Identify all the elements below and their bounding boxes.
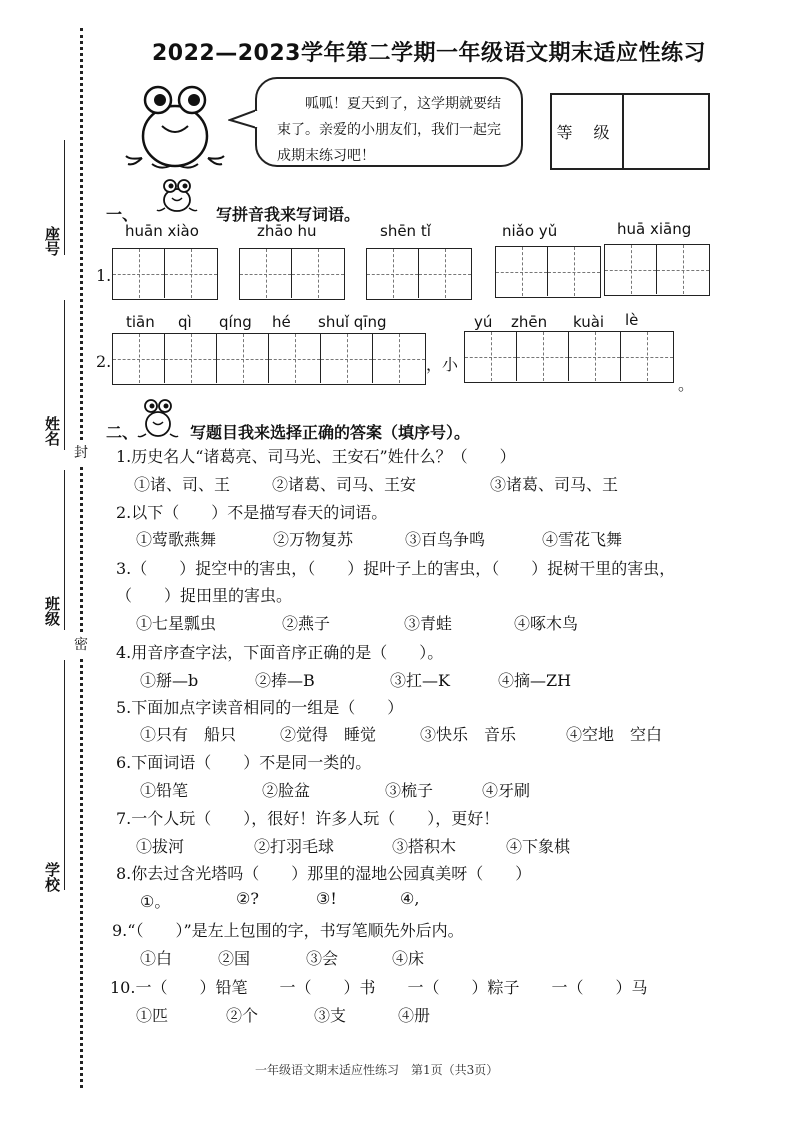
name-line	[64, 300, 65, 450]
class-label: 班级	[43, 596, 61, 626]
option: ③会	[306, 949, 339, 968]
option: ④空地 空白	[566, 725, 663, 744]
option: ③支	[314, 1006, 347, 1025]
seat-line	[64, 140, 65, 255]
question-1-stem: 1.历史名人“诸葛亮、司马光、王安石”姓什么？（ ）	[116, 447, 516, 466]
grade-box	[550, 93, 710, 170]
class-line	[64, 470, 65, 630]
option: ①诸、司、王	[134, 475, 231, 494]
section1-number: 一、	[106, 205, 139, 224]
option: ①只有 船只	[140, 725, 237, 744]
option: ①掰—b	[140, 671, 199, 690]
row2-separator: ，小	[426, 355, 459, 374]
writing-grid-5[interactable]	[604, 244, 710, 296]
option: ①莺歌燕舞	[136, 530, 217, 549]
question-10-stem: 10.一（ ）铅笔 一（ ）书 一（ ）粽子 一（ ）马	[110, 978, 648, 997]
option: ③青蛙	[404, 614, 453, 633]
row1-label: 1.	[96, 266, 112, 285]
bubble-text: 呱呱！夏天到了，这学期就要结束了。亲爱的小朋友们，我们一起完成期末练习吧！	[277, 96, 501, 164]
option: ③快乐 音乐	[420, 725, 517, 744]
writing-grid-7[interactable]	[464, 331, 674, 383]
pinyin-9: hé	[272, 313, 291, 331]
question-2-stem: 2.以下（ ）不是描写春天的词语。	[116, 503, 388, 522]
option: ①匹	[136, 1006, 169, 1025]
option: ③!	[316, 889, 337, 908]
option: ④床	[392, 949, 425, 968]
option: ②燕子	[282, 614, 331, 633]
row2-end: 。	[678, 375, 695, 394]
page-title: 2022—2023学年第二学期一年级语文期末适应性练习	[152, 41, 706, 66]
question-7-stem: 7.一个人玩（ ），很好！许多人玩（ ），更好！	[116, 809, 500, 828]
option: ②个	[226, 1006, 259, 1025]
grade-label: 等 级	[552, 95, 624, 168]
question-6-stem: 6.下面词语（ ）不是同一类的。	[116, 753, 372, 772]
pinyin-10: shuǐ qīng	[318, 313, 387, 331]
option: ③梳子	[385, 781, 434, 800]
seat-label: 座号	[43, 226, 61, 256]
question-3-stem-2: （ ）捉田里的害虫。	[116, 586, 293, 605]
option: ④啄木鸟	[514, 614, 579, 633]
question-4-stem: 4.用音序查字法，下面音序正确的是（ ）。	[116, 643, 444, 662]
frog-mascot-icon	[120, 78, 230, 173]
option: ③扛—K	[390, 671, 450, 690]
pinyin-6: tiān	[126, 313, 155, 331]
bubble-tail-icon	[228, 108, 258, 130]
option: ④册	[398, 1006, 431, 1025]
option: ④牙刷	[482, 781, 531, 800]
option: ①白	[140, 949, 173, 968]
option: ④,	[400, 889, 420, 908]
binding-dotted-line	[80, 28, 83, 1088]
name-label: 姓名	[43, 416, 61, 446]
pinyin-4: niǎo yǔ	[502, 222, 558, 240]
pinyin-12: zhēn	[511, 313, 548, 331]
pinyin-5: huā xiāng	[617, 220, 692, 238]
section2-heading: 写题目我来选择正确的答案（填序号）。	[190, 423, 471, 442]
option: ②万物复苏	[273, 530, 354, 549]
writing-grid-6[interactable]	[112, 333, 426, 385]
pinyin-8: qíng	[219, 313, 252, 331]
option: ③搭积木	[392, 837, 457, 856]
pinyin-3: shēn tǐ	[380, 222, 431, 240]
pinyin-13: kuài	[573, 313, 605, 331]
option: ②捧—B	[255, 671, 315, 690]
option: ②?	[236, 889, 259, 908]
row2-label: 2.	[96, 352, 112, 371]
section1-heading: 写拼音我来写词语。	[216, 205, 361, 224]
option: ④雪花飞舞	[542, 530, 623, 549]
pinyin-1: huān xiào	[125, 222, 199, 240]
option: ①拔河	[136, 837, 185, 856]
option: ③百鸟争鸣	[405, 530, 486, 549]
question-8-stem: 8.你去过含光塔吗（ ）那里的湿地公园真美呀（ ）	[116, 864, 532, 883]
option: ②打羽毛球	[254, 837, 335, 856]
pinyin-14: lè	[625, 311, 639, 329]
option: ③诸葛、司马、王	[490, 475, 619, 494]
question-5-stem: 5.下面加点字读音相同的一组是（ ）	[116, 698, 404, 717]
section2-number: 二、	[106, 423, 139, 442]
small-frog-icon-2	[136, 394, 180, 440]
seal-mi: 密	[74, 632, 88, 656]
writing-grid-3[interactable]	[366, 248, 472, 300]
writing-grid-1[interactable]	[112, 248, 218, 300]
option: ②诸葛、司马、王安	[272, 475, 417, 494]
speech-bubble	[255, 77, 523, 167]
question-3-stem: 3.（ ）捉空中的害虫，（ ）捉叶子上的害虫，（ ）捉树干里的害虫，	[116, 559, 676, 578]
grade-field[interactable]	[624, 95, 708, 168]
option: ①铅笔	[140, 781, 189, 800]
option: ①。	[140, 892, 171, 911]
writing-grid-2[interactable]	[239, 248, 345, 300]
small-frog-icon	[155, 172, 199, 216]
question-9-stem: 9.“（ ）”是左上包围的字，书写笔顺先外后内。	[112, 921, 464, 940]
page-footer: 一年级语文期末适应性练习 第1页（共3页）	[255, 1063, 499, 1077]
pinyin-11: yú	[474, 313, 493, 331]
option: ②觉得 睡觉	[280, 725, 377, 744]
pinyin-7: qì	[178, 313, 192, 331]
option: ①七星瓢虫	[136, 614, 217, 633]
option: ④下象棋	[506, 837, 571, 856]
option: ②国	[218, 949, 251, 968]
seal-feng: 封	[74, 440, 88, 464]
option: ④摘—ZH	[498, 671, 572, 690]
pinyin-2: zhāo hu	[257, 222, 317, 240]
school-line	[64, 660, 65, 890]
school-label: 学校	[43, 862, 61, 892]
option: ②脸盆	[262, 781, 311, 800]
writing-grid-4[interactable]	[495, 246, 601, 298]
